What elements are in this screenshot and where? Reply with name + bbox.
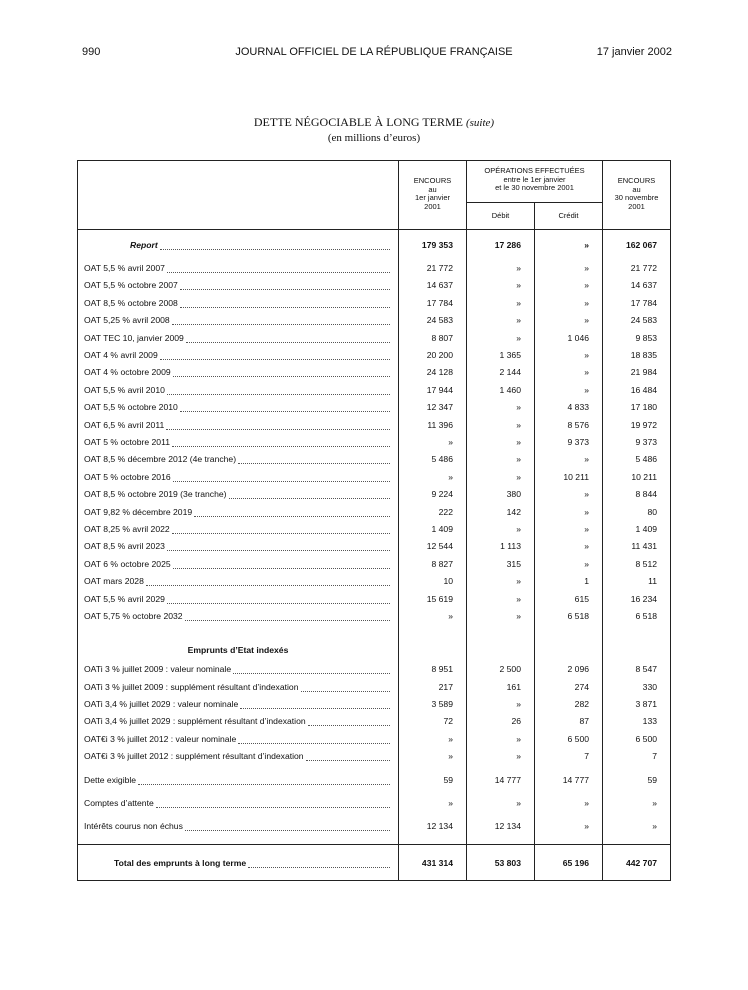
cell-credit: »: [535, 294, 603, 311]
cell-encours-nov: 442 707: [603, 854, 671, 871]
table-row: [78, 416, 671, 433]
cell-encours-2001: 11 396: [399, 416, 467, 433]
cell-credit: 1: [535, 572, 603, 589]
cell-credit: »: [535, 277, 603, 294]
table-row: [78, 661, 671, 678]
interets-row: [78, 818, 671, 835]
cell-encours-nov: 19 972: [603, 416, 671, 433]
cell-credit: 1 046: [535, 329, 603, 346]
cell-credit: 7: [535, 748, 603, 765]
cell-debit: »: [467, 730, 535, 747]
cell-credit: 65 196: [535, 854, 603, 871]
report-row: [78, 236, 671, 253]
cell-encours-2001: 8 951: [399, 661, 467, 678]
cell-debit: »: [467, 329, 535, 346]
table-body: [78, 230, 671, 881]
table-row: [78, 485, 671, 502]
table-row: [78, 364, 671, 381]
row-label: Dette exigible: [84, 774, 137, 785]
cell-credit: 87: [535, 713, 603, 730]
cell-encours-nov: 3 871: [603, 695, 671, 712]
row-label: OAT 6,5 % avril 2011: [84, 419, 165, 430]
row-label: OAT 5,25 % avril 2008: [84, 315, 170, 326]
table-row: [78, 399, 671, 416]
cell-credit: 14 777: [535, 771, 603, 788]
cell-encours-2001: 17 944: [399, 381, 467, 398]
cell-credit: 615: [535, 590, 603, 607]
row-label: OAT 5,5 % octobre 2007: [84, 280, 178, 291]
cell-encours-2001: »: [399, 607, 467, 624]
row-label: OAT 5 % octobre 2011: [84, 436, 170, 447]
cell-debit: 14 777: [467, 771, 535, 788]
total-row: [78, 854, 671, 871]
cell-encours-nov: 6 500: [603, 730, 671, 747]
cell-debit: 12 134: [467, 818, 535, 835]
cell-encours-2001: »: [399, 468, 467, 485]
cell-credit: »: [535, 520, 603, 537]
label-column-header: [78, 161, 399, 230]
cell-encours-nov: 17 784: [603, 294, 671, 311]
spacer-row: [78, 845, 671, 855]
section-indexed-title: Emprunts d’Etat indexés: [187, 644, 289, 655]
cell-encours-nov: 8 512: [603, 555, 671, 572]
cell-credit: 9 373: [535, 433, 603, 450]
debt-table: [77, 160, 671, 881]
cell-credit: »: [535, 538, 603, 555]
table-row: [78, 520, 671, 537]
table-row: [78, 555, 671, 572]
cell-debit: »: [467, 468, 535, 485]
row-label: OAT 5,5 % avril 2029: [84, 593, 165, 604]
row-label: OAT 8,5 % décembre 2012 (4e tranche): [84, 454, 237, 465]
cell-encours-2001: 222: [399, 503, 467, 520]
cell-debit: »: [467, 451, 535, 468]
cell-encours-2001: 12 347: [399, 399, 467, 416]
row-label: OAT 5,5 % octobre 2010: [84, 402, 178, 413]
encours-nov-l3: 30 novembre: [614, 193, 659, 203]
cell-encours-2001: 20 200: [399, 346, 467, 363]
cell-encours-nov: 80: [603, 503, 671, 520]
row-label: OATi 3 % juillet 2009 : valeur nominale: [84, 664, 232, 675]
cell-encours-nov: »: [603, 818, 671, 835]
cell-encours-2001: 12 544: [399, 538, 467, 555]
cell-credit: »: [535, 794, 603, 811]
table-row: [78, 381, 671, 398]
journal-title: JOURNAL OFFICIEL DE LA RÉPUBLIQUE FRANÇAISE: [235, 46, 513, 58]
cell-debit: 1 460: [467, 381, 535, 398]
cell-credit: 6 518: [535, 607, 603, 624]
row-label: OAT 5,75 % octobre 2032: [84, 610, 183, 621]
table-row: [78, 468, 671, 485]
cell-debit: »: [467, 572, 535, 589]
row-label: OAT 9,82 % décembre 2019: [84, 506, 193, 517]
credit-header: Crédit: [535, 202, 603, 229]
table-row: [78, 590, 671, 607]
cell-encours-nov: 330: [603, 678, 671, 695]
table-unit: (en millions d’euros): [327, 132, 421, 144]
cell-debit: »: [467, 520, 535, 537]
cell-debit: »: [467, 607, 535, 624]
operations-l3: et le 30 novembre 2001: [495, 183, 574, 193]
table-row: [78, 433, 671, 450]
table-title-suite: (suite): [465, 117, 495, 129]
cell-encours-nov: 6 518: [603, 607, 671, 624]
cell-encours-2001: 14 637: [399, 277, 467, 294]
cell-credit: 10 211: [535, 468, 603, 485]
table-row: [78, 695, 671, 712]
row-label: OATi 3,4 % juillet 2029 : supplément résultant d’indexation: [84, 716, 306, 727]
debit-header: Débit: [467, 202, 535, 229]
cell-encours-2001: 5 486: [399, 451, 467, 468]
row-label: OAT 5,5 % avril 2007: [84, 263, 165, 274]
cell-debit: 17 286: [467, 236, 535, 253]
row-label: OAT 8,5 % avril 2023: [84, 541, 165, 552]
row-label: OAT 4 % avril 2009: [84, 350, 158, 361]
cell-credit: 4 833: [535, 399, 603, 416]
cell-encours-2001: 24 583: [399, 312, 467, 329]
cell-credit: »: [535, 555, 603, 572]
row-label: Total des emprunts à long terme: [114, 857, 247, 868]
row-label: OAT 8,5 % octobre 2019 (3e tranche): [84, 489, 227, 500]
cell-debit: »: [467, 416, 535, 433]
cell-encours-nov: 21 772: [603, 259, 671, 276]
cell-encours-nov: 162 067: [603, 236, 671, 253]
table-row: [78, 538, 671, 555]
cell-encours-2001: 3 589: [399, 695, 467, 712]
encours-2001-l1: ENCOURS: [413, 176, 452, 185]
cell-debit: »: [467, 590, 535, 607]
cell-encours-2001: 217: [399, 678, 467, 695]
cell-encours-2001: 1 409: [399, 520, 467, 537]
cell-encours-nov: 9 853: [603, 329, 671, 346]
cell-encours-nov: 11 431: [603, 538, 671, 555]
cell-encours-2001: 12 134: [399, 818, 467, 835]
encours-2001-l2: au: [428, 184, 437, 194]
row-label: OAT€i 3 % juillet 2012 : supplément résultant d’indexation: [84, 751, 304, 762]
table-row: [78, 294, 671, 311]
table-row: [78, 277, 671, 294]
table-row: [78, 572, 671, 589]
cell-encours-2001: 8 807: [399, 329, 467, 346]
cell-debit: 161: [467, 678, 535, 695]
cell-debit: »: [467, 794, 535, 811]
row-label: OAT 4 % octobre 2009: [84, 367, 171, 378]
table-row: [78, 713, 671, 730]
cell-debit: »: [467, 748, 535, 765]
encours-nov-header: [603, 161, 671, 230]
table-row: [78, 678, 671, 695]
cell-credit: »: [535, 381, 603, 398]
table-row: [78, 346, 671, 363]
cell-encours-nov: 133: [603, 713, 671, 730]
cell-encours-nov: 17 180: [603, 399, 671, 416]
table-row: [78, 730, 671, 747]
row-label: OATi 3,4 % juillet 2029 : valeur nominale: [84, 699, 239, 710]
operations-header: [467, 161, 603, 203]
dette-exigible-row: [78, 771, 671, 788]
cell-credit: 2 096: [535, 661, 603, 678]
cell-encours-nov: 18 835: [603, 346, 671, 363]
cell-encours-nov: 59: [603, 771, 671, 788]
cell-debit: 53 803: [467, 854, 535, 871]
table-row: [78, 607, 671, 624]
row-label: OATi 3 % juillet 2009 : supplément résultant d’indexation: [84, 681, 299, 692]
cell-debit: 142: [467, 503, 535, 520]
cell-encours-2001: 21 772: [399, 259, 467, 276]
cell-encours-2001: 24 128: [399, 364, 467, 381]
cell-credit: 282: [535, 695, 603, 712]
cell-debit: 1 365: [467, 346, 535, 363]
cell-debit: 2 500: [467, 661, 535, 678]
row-label: OAT 8,25 % avril 2022: [84, 523, 170, 534]
row-label: Report: [130, 239, 158, 250]
cell-encours-2001: »: [399, 730, 467, 747]
cell-encours-2001: 179 353: [399, 236, 467, 253]
cell-credit: »: [535, 364, 603, 381]
cell-credit: »: [535, 259, 603, 276]
issue-date: 17 janvier 2002: [596, 46, 672, 58]
cell-encours-nov: »: [603, 794, 671, 811]
spacer-row: [78, 872, 671, 881]
cell-encours-nov: 11: [603, 572, 671, 589]
cell-credit: 8 576: [535, 416, 603, 433]
cell-encours-2001: 59: [399, 771, 467, 788]
table-row: [78, 312, 671, 329]
cell-encours-2001: »: [399, 748, 467, 765]
cell-encours-nov: 10 211: [603, 468, 671, 485]
table-title-main: DETTE NÉGOCIABLE À LONG TERME: [253, 115, 463, 129]
row-label: Intérêts courus non échus: [84, 821, 183, 832]
encours-2001-l4: 2001: [424, 201, 441, 211]
cell-encours-2001: 17 784: [399, 294, 467, 311]
cell-encours-nov: 8 547: [603, 661, 671, 678]
cell-encours-nov: 5 486: [603, 451, 671, 468]
encours-nov-l2: au: [632, 184, 641, 194]
cell-debit: »: [467, 695, 535, 712]
cell-credit: »: [535, 818, 603, 835]
cell-debit: »: [467, 433, 535, 450]
cell-encours-nov: 16 484: [603, 381, 671, 398]
row-label: OAT€i 3 % juillet 2012 : valeur nominale: [84, 733, 237, 744]
table-row: [78, 748, 671, 765]
cell-debit: 26: [467, 713, 535, 730]
table-row: [78, 451, 671, 468]
cell-debit: 380: [467, 485, 535, 502]
row-label: OAT 6 % octobre 2025: [84, 558, 171, 569]
table-row: [78, 329, 671, 346]
row-label: OAT TEC 10, janvier 2009: [84, 332, 184, 343]
table-row: [78, 503, 671, 520]
cell-debit: 315: [467, 555, 535, 572]
cell-encours-nov: 9 373: [603, 433, 671, 450]
row-label: OAT 5 % octobre 2016: [84, 471, 171, 482]
spacer-row: [78, 835, 671, 845]
encours-nov-l4: 2001: [628, 201, 645, 211]
cell-encours-nov: 21 984: [603, 364, 671, 381]
cell-encours-2001: 431 314: [399, 854, 467, 871]
cell-encours-nov: 16 234: [603, 590, 671, 607]
cell-debit: »: [467, 277, 535, 294]
cell-credit: »: [535, 236, 603, 253]
row-label: Comptes d’attente: [84, 798, 154, 809]
cell-credit: »: [535, 346, 603, 363]
cell-encours-nov: 14 637: [603, 277, 671, 294]
cell-credit: 6 500: [535, 730, 603, 747]
cell-encours-2001: 8 827: [399, 555, 467, 572]
row-label: OAT mars 2028: [84, 576, 144, 587]
cell-encours-nov: 1 409: [603, 520, 671, 537]
encours-2001-header: [399, 161, 467, 230]
cell-encours-2001: »: [399, 433, 467, 450]
cell-credit: »: [535, 312, 603, 329]
comptes-attente-row: [78, 794, 671, 811]
encours-nov-l1: ENCOURS: [617, 176, 656, 185]
cell-debit: 1 113: [467, 538, 535, 555]
cell-credit: »: [535, 503, 603, 520]
cell-encours-2001: 15 619: [399, 590, 467, 607]
row-label: OAT 8,5 % octobre 2008: [84, 297, 178, 308]
cell-encours-2001: 9 224: [399, 485, 467, 502]
cell-debit: »: [467, 294, 535, 311]
cell-encours-nov: 24 583: [603, 312, 671, 329]
cell-debit: »: [467, 312, 535, 329]
cell-credit: »: [535, 485, 603, 502]
operations-l2: entre le 1er janvier: [503, 174, 566, 184]
cell-debit: »: [467, 399, 535, 416]
table-title: [0, 115, 748, 130]
page-number: 990: [82, 46, 101, 58]
cell-credit: »: [535, 451, 603, 468]
row-label: OAT 5,5 % avril 2010: [84, 384, 165, 395]
table-row: [78, 259, 671, 276]
section-row: [78, 625, 671, 661]
cell-encours-2001: »: [399, 794, 467, 811]
cell-encours-2001: 10: [399, 572, 467, 589]
cell-encours-2001: 72: [399, 713, 467, 730]
cell-debit: 2 144: [467, 364, 535, 381]
encours-2001-l3: 1er janvier: [414, 193, 451, 203]
cell-debit: »: [467, 259, 535, 276]
cell-encours-nov: 8 844: [603, 485, 671, 502]
cell-credit: 274: [535, 678, 603, 695]
cell-encours-nov: 7: [603, 748, 671, 765]
operations-l1: OPÉRATIONS EFFECTUÉES: [484, 166, 585, 175]
